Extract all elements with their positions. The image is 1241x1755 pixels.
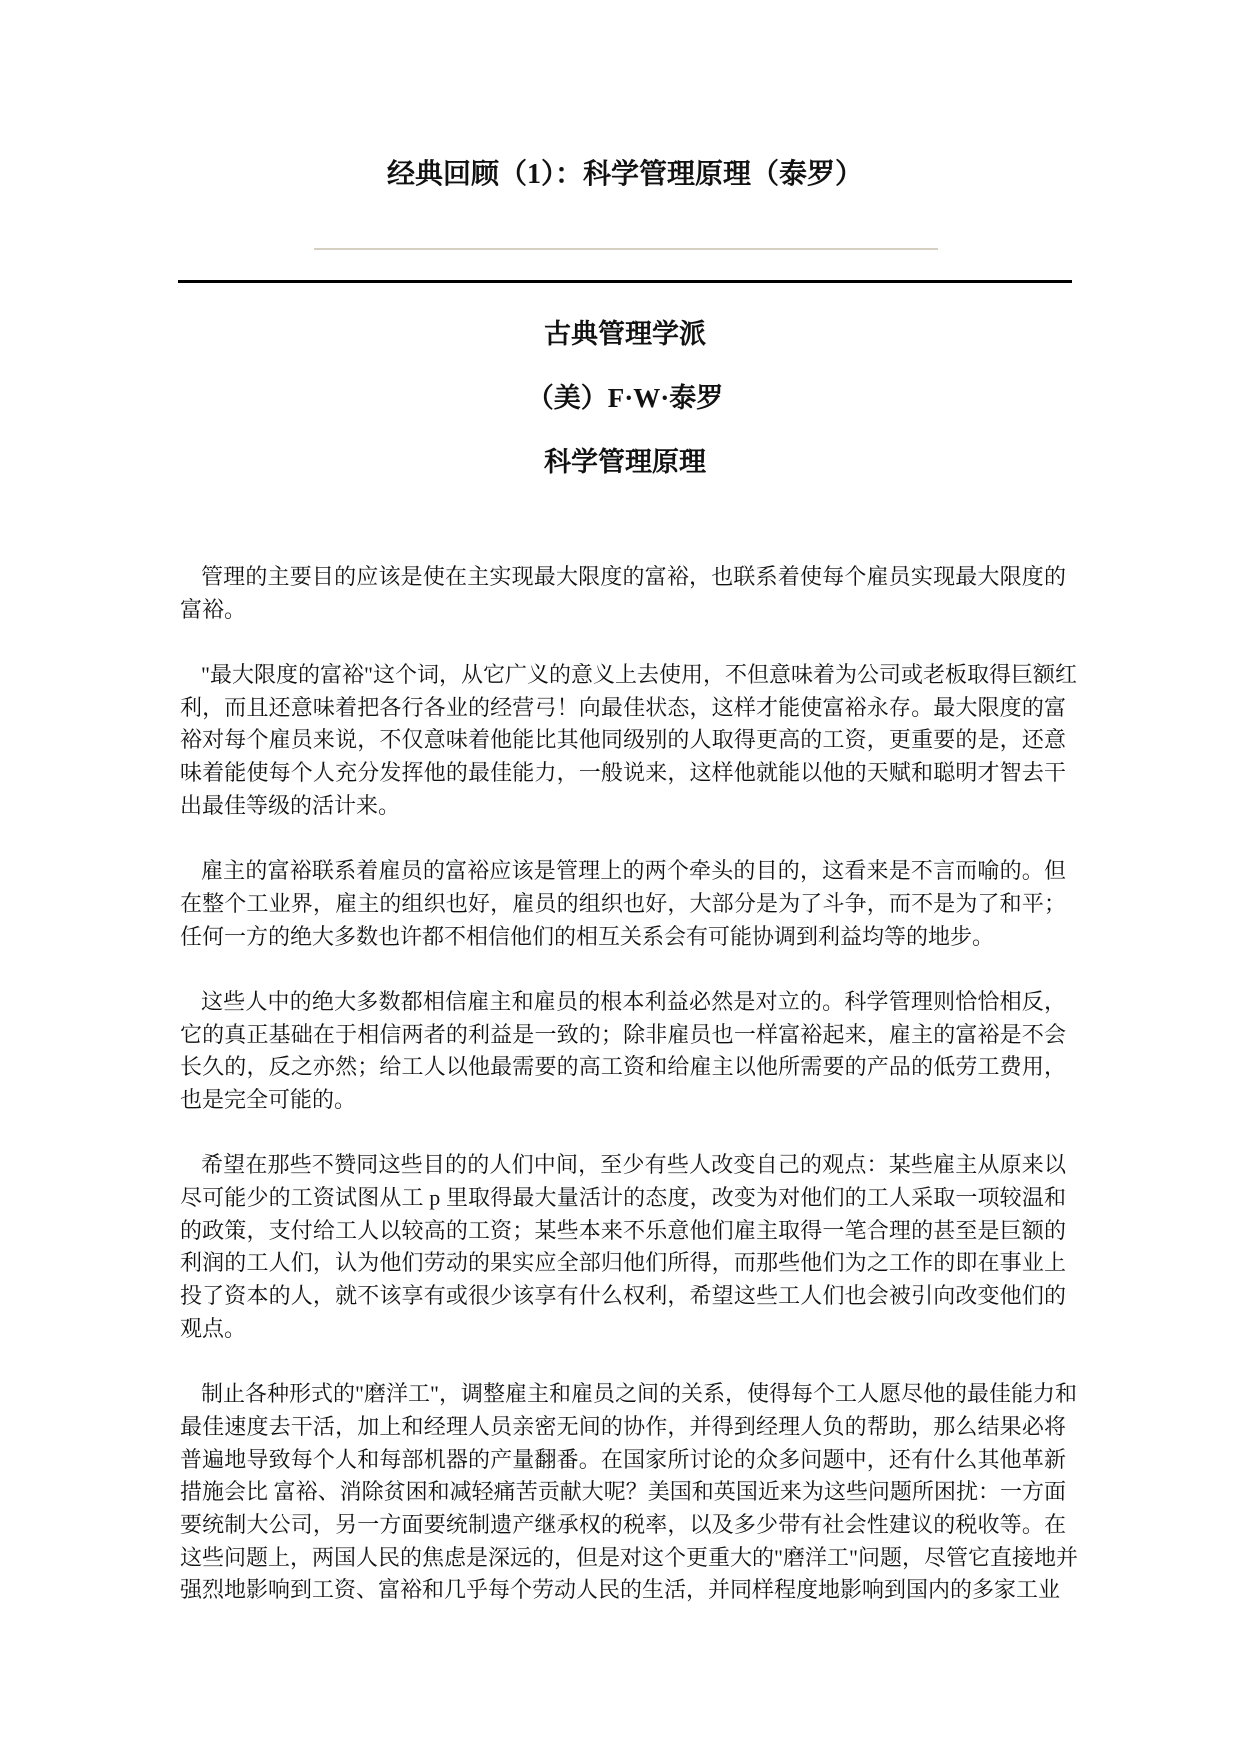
- paragraph-line: 措施会比 富裕、消除贫困和减轻痛苦贡献大呢？美国和英国近来为这些问题所困扰：一方面: [180, 1479, 1066, 1505]
- paragraph-line: 也是完全可能的。: [180, 1087, 357, 1112]
- paragraph-line: 它的真正基础在于相信两者的利益是一致的；除非雇员也一样富裕起来，雇主的富裕是不会: [180, 1021, 1066, 1047]
- paragraph: [180, 855, 1066, 953]
- paragraph-line: 强烈地影响到工资、富裕和几乎每个劳动人民的生活，并同样程度地影响到国内的多家工业: [180, 1577, 1061, 1603]
- paragraph: [180, 659, 1077, 822]
- paragraph-line: 利，而且还意味着把各行各业的经营弓！向最佳状态，这样才能使富裕永存。最大限度的富: [180, 694, 1066, 720]
- paragraph-line: 尽可能少的工资试图从工 p 里取得最大量活计的态度，改变为对他们的工人采取一项较温和: [180, 1185, 1066, 1211]
- title-divider: [314, 248, 938, 250]
- paragraph-line: 的政策，支付给工人以较高的工资；某些本来不乐意他们雇主取得一笔合理的甚至是巨额的: [180, 1217, 1066, 1243]
- paragraph-line: "最大限度的富裕"这个词，从它广义的意义上去使用，不但意味着为公司或老板取得巨额红: [201, 662, 1077, 688]
- paragraph-line: 投了资本的人，就不该享有或很少该享有什么权利，希望这些工人们也会被引向改变他们的: [180, 1283, 1066, 1309]
- paragraph-line: 出最佳等级的活计来。: [180, 792, 401, 818]
- section-divider: [178, 280, 1072, 283]
- author-heading: （美）F·W·泰罗: [526, 383, 724, 413]
- paragraph-line: 这些人中的绝大多数都相信雇主和雇员的根本利益必然是对立的。科学管理则恰恰相反，: [201, 988, 1066, 1014]
- paragraph-line: 管理的主要目的应该是使在主实现最大限度的富裕，也联系着使每个雇员实现最大限度的: [201, 564, 1066, 589]
- paragraph-line: 任何一方的绝大多数也许都不相信他们的相互关系会有可能协调到利益均等的地步。: [180, 923, 995, 949]
- paragraph-line: 富裕。: [180, 596, 247, 622]
- paragraph-line: 希望在那些不赞同这些目的的人们中间，至少有些人改变自己的观点：某些雇主从原来以: [201, 1152, 1066, 1178]
- paragraph-line: 最佳速度去干活，加上和经理人员亲密无间的协作，并得到经理人负的帮助，那么结果必将: [180, 1413, 1066, 1439]
- work-title-heading: 科学管理原理: [544, 447, 706, 477]
- paragraph-line: 利润的工人们，认为他们劳动的果实应全部归他们所得，而那些他们为之工作的即在事业上: [180, 1250, 1066, 1276]
- paragraph-line: 长久的，反之亦然；给工人以他最需要的高工资和给雇主以他所需要的产品的低劳工费用，: [180, 1054, 1066, 1080]
- paragraph: [180, 1378, 1078, 1607]
- article-body: [180, 561, 1078, 1640]
- paragraph-line: 观点。: [180, 1315, 247, 1341]
- paragraph-line: 这些问题上，两国人民的焦虑是深远的，但是对这个更重大的"磨洋工"问题，尽管它直接地并: [180, 1544, 1078, 1570]
- school-heading: 古典管理学派: [544, 319, 706, 349]
- paragraph-line: 制止各种形式的"磨洋工"，调整雇主和雇员之间的关系，使得每个工人愿尽他的最佳能力和: [201, 1381, 1077, 1407]
- document-title: 经典回顾（1）：科学管理原理（泰罗）: [386, 159, 863, 190]
- paragraph-line: 雇主的富裕联系着雇员的富裕应该是管理上的两个牵头的目的，这看来是不言而喻的。但: [201, 858, 1066, 884]
- paragraph-line: 在整个工业界，雇主的组织也好，雇员的组织也好，大部分是为了斗争，而不是为了和平；: [180, 890, 1066, 916]
- paragraph-line: 裕对每个雇员来说，不仅意味着他能比其他同级别的人取得更高的工资，更重要的是，还意: [180, 727, 1066, 753]
- paragraph-line: 要统制大公司，另一方面要统制遗产继承权的税率，以及多少带有社会性建议的税收等。在: [180, 1511, 1066, 1537]
- paragraph: [180, 561, 1066, 626]
- paragraph: [180, 986, 1066, 1117]
- paragraph-line: 普遍地导致每个人和每部机器的产量翻番。在国家所讨论的众多问题中，还有什么其他革新: [180, 1446, 1066, 1472]
- paragraph: [180, 1149, 1066, 1345]
- paragraph-line: 味着能使每个人充分发挥他的最佳能力，一般说来，这样他就能以他的天赋和聪明才智去干: [180, 760, 1066, 786]
